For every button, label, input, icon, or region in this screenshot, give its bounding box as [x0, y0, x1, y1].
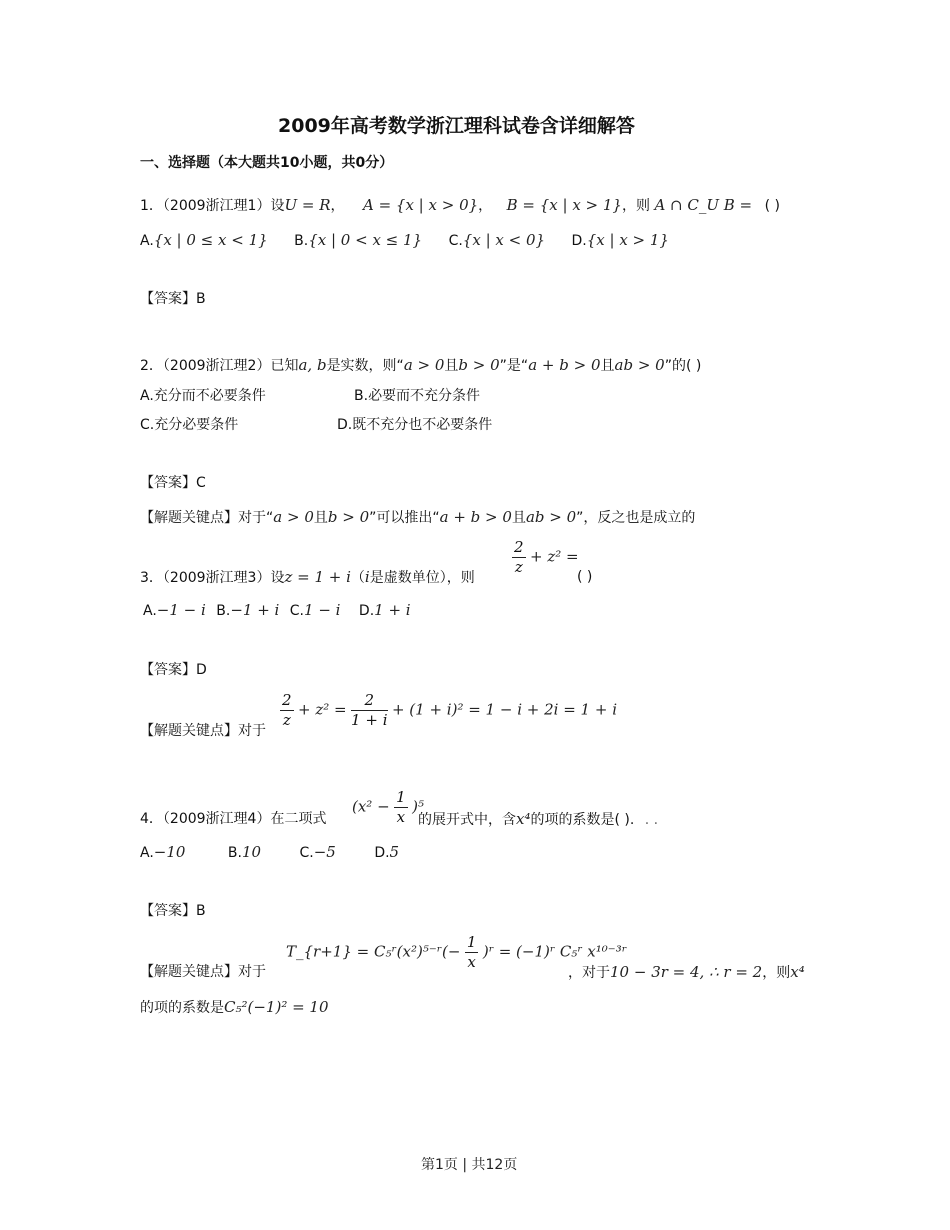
question-1-stem: 1．（2009浙江理1）设U = R， A = {x | x > 0}， B = {x | x > 1}，则 A ∩ C_U B = ( ) — [140, 196, 780, 214]
fraction: $\frac{2}{z}$ — [514, 538, 524, 576]
question-3-key-label: 【解题关键点】对于 — [140, 723, 266, 739]
option-b: B.10 — [227, 843, 262, 861]
question-4-binomial: (x² − $\frac{1}{x}$ )⁵ — [352, 788, 424, 826]
option-a: A.{x | 0 ≤ x < 1} — [140, 231, 268, 249]
option-d: D.1 + i — [358, 601, 411, 619]
section-heading: 一、选择题（本大题共10小题，共0分） — [140, 155, 394, 171]
option-c: C.充分必要条件 — [140, 417, 239, 433]
option-c: C.−5 — [299, 843, 336, 861]
question-4-stem-text: 4．（2009浙江理4）在二项式 — [140, 811, 327, 827]
math-set-b: B = {x | x > 1} — [506, 196, 622, 214]
question-2-stem: 2．（2009浙江理2）已知a, b是实数，则“a > 0且b > 0”是“a + b > 0且ab > 0”的( ) — [140, 356, 702, 374]
option-a: A.充分而不必要条件 — [140, 388, 266, 404]
option-d: D.5 — [374, 843, 400, 861]
option-b: B.−1 + i — [216, 601, 280, 619]
question-1-options — [140, 233, 669, 248]
question-3-stem-text: 3．（2009浙江理3）设z = 1 + i（i是虚数单位），则 — [140, 568, 475, 586]
question-source: （2009浙江理1）设 — [162, 198, 285, 214]
question-2-key-point: 【解题关键点】对于“a > 0且b > 0”可以推出“a + b > 0且ab > 0”，反之也是成立的 — [140, 508, 696, 526]
question-4-options — [140, 845, 399, 860]
option-d: D.{x | x > 1} — [571, 231, 669, 249]
question-3-expression: $\frac{2}{z}$ + z² = — [514, 538, 579, 576]
question-1-answer: 【答案】B — [140, 291, 206, 307]
option-a: A.−10 — [140, 843, 186, 861]
question-number: 1． — [140, 198, 163, 214]
question-3-key-formula: $\frac{2}{z}$ + z² = $\frac{2}{1 + i}$ + (1 + i)² = 1 − i + 2i = 1 + i — [282, 691, 617, 729]
question-4-key-formula: T_{r+1} = C₅ʳ(x²)⁵⁻ʳ(− $\frac{1}{x}$ )ʳ = (−1)ʳ C₅ʳ x¹⁰⁻³ʳ — [286, 933, 627, 971]
page-footer: 第1页 | 共12页 — [421, 1157, 518, 1173]
answer-blank: ( ) — [577, 569, 593, 585]
question-4-answer: 【答案】B — [140, 903, 206, 919]
option-c: C.{x | x < 0} — [448, 231, 546, 249]
question-3-answer: 【答案】D — [140, 662, 207, 678]
question-4-stem-rest: 的展开式中，含x⁴的项的系数是( ). . . — [418, 810, 659, 828]
math-universal-set: U = R — [284, 196, 331, 214]
question-2-answer: 【答案】C — [140, 475, 206, 491]
math-set-a: A = {x | x > 0} — [362, 196, 479, 214]
question-4-key-tail: ，对于10 − 3r = 4, ∴ r = 2，则x⁴ — [568, 963, 805, 981]
question-4-key-label: 【解题关键点】对于 — [140, 964, 266, 980]
option-b: B.必要而不充分条件 — [354, 388, 481, 404]
option-c: C.1 − i — [289, 601, 341, 619]
document-title: 2009年高考数学浙江理科试卷含详细解答 — [278, 115, 635, 137]
option-d: D.既不充分也不必要条件 — [337, 417, 493, 433]
math-expression: A ∩ C_U B = — [654, 196, 753, 214]
question-3-options — [143, 603, 411, 618]
option-a: A.−1 − i — [143, 601, 206, 619]
option-b: B.{x | 0 < x ≤ 1} — [294, 231, 423, 249]
question-4-key-line2: 的项的系数是C₅²(−1)² = 10 — [140, 998, 329, 1016]
answer-blank: ( ) — [764, 198, 780, 214]
